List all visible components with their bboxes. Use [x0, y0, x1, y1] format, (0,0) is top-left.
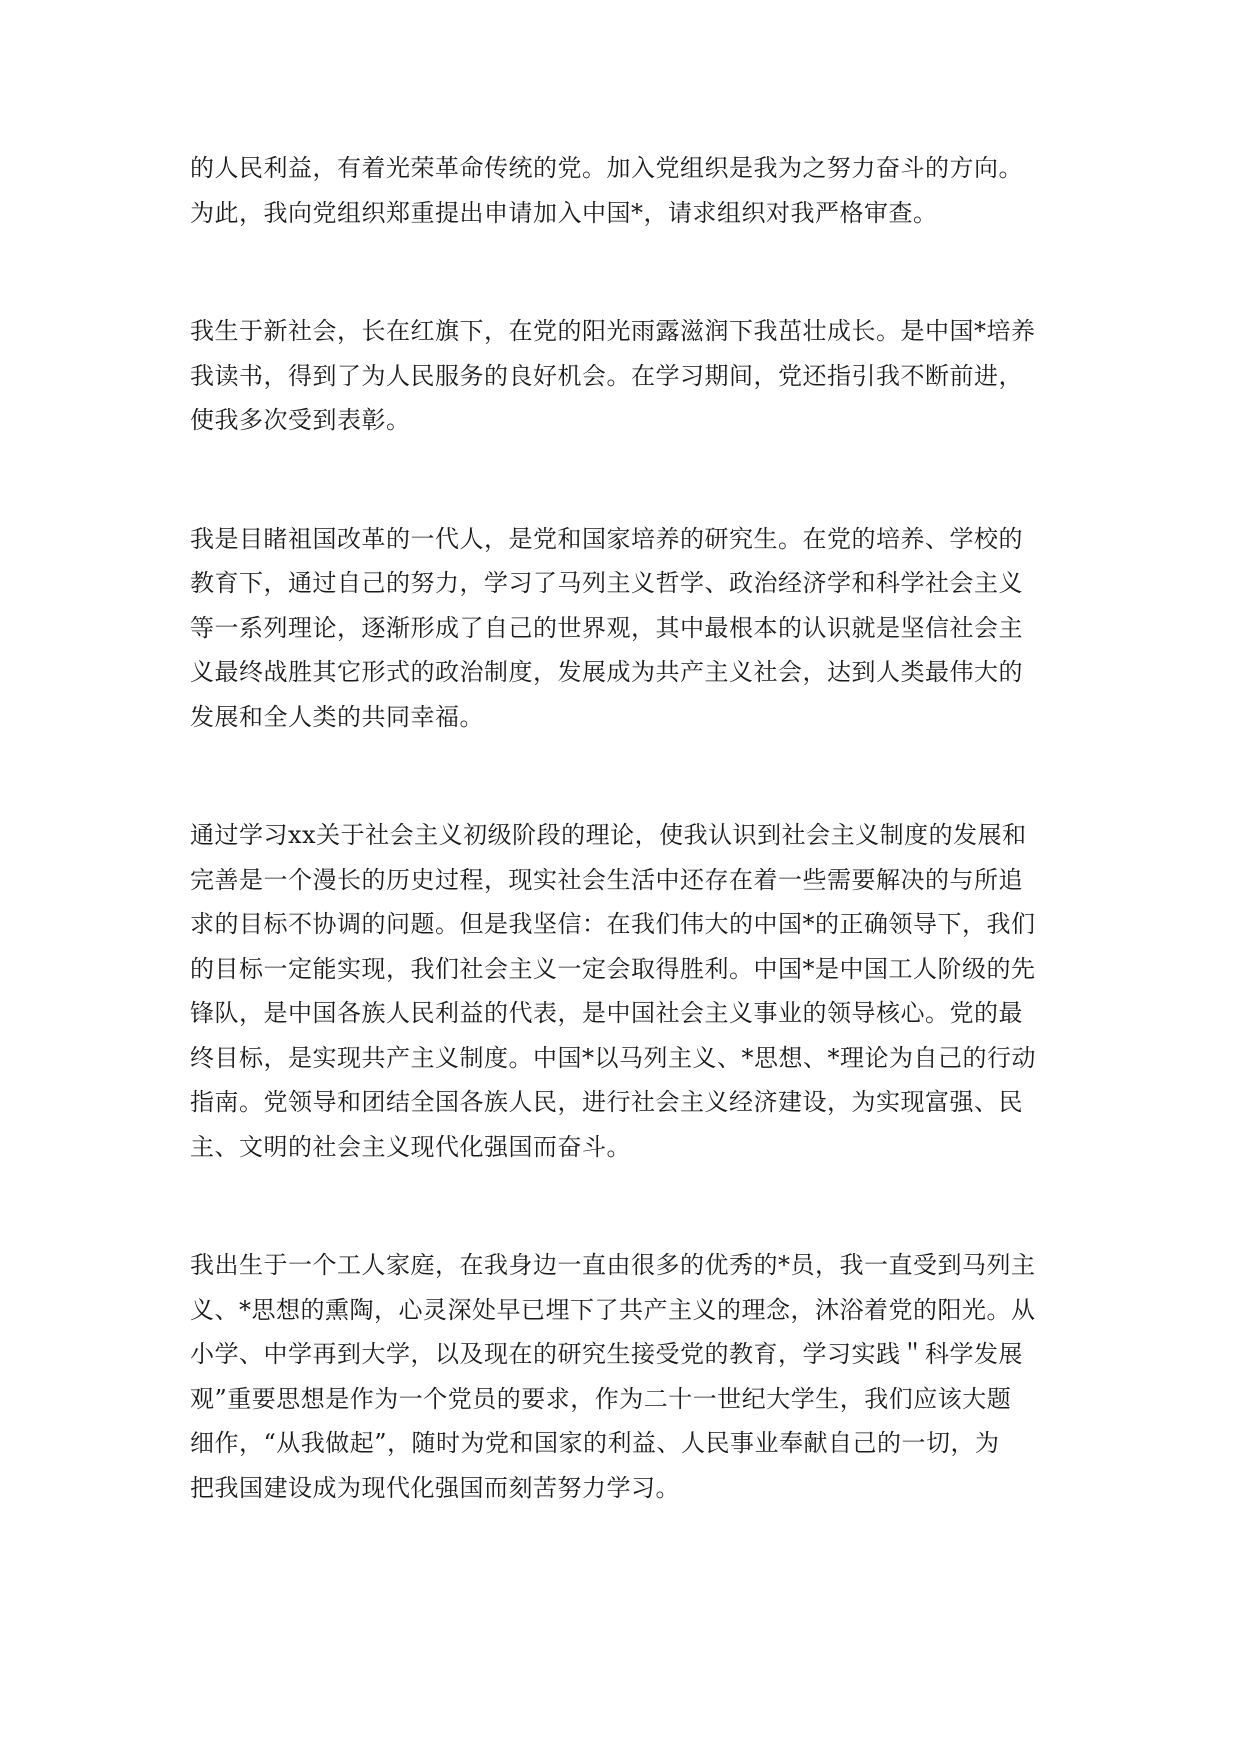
paragraph-5: [190, 1243, 1050, 1510]
document-body: [190, 146, 1050, 1584]
text-line: 为此，我向党组织郑重提出申请加入中国*，请求组织对我严格审查。: [190, 198, 938, 227]
text-line: 把我国建设成为现代化强国而刻苦努力学习。: [190, 1473, 680, 1502]
text-line: 教育下，通过自己的努力，学习了马列主义哲学、政治经济学和科学社会主义: [190, 569, 1023, 597]
text-line: 细作，“从我做起”，随时为党和国家的利益、人民事业奉献自己的一切，为: [190, 1429, 1000, 1457]
text-line: 锋队，是中国各族人民利益的代表，是中国社会主义事业的领导核心。党的最: [190, 999, 1023, 1027]
text-line: 我读书，得到了为人民服务的良好机会。在学习期间，党还指引我不断前进，: [190, 361, 1023, 390]
text-line: 义、*思想的熏陶，心灵深处早已埋下了共产主义的理念，沐浴着党的阳光。从: [190, 1295, 1036, 1324]
text-line: 终目标，是实现共产主义制度。中国*以马列主义、*思想、*理论为自己的行动: [190, 1043, 1036, 1072]
paragraph-1: [190, 146, 1050, 235]
text-line: 指南。党领导和团结全国各族人民，进行社会主义经济建设，为实现富强、民: [190, 1088, 1023, 1116]
text-line: 等一系列理论，逐渐形成了自己的世界观，其中最根本的认识就是坚信社会主: [190, 613, 1023, 642]
paragraph-4: [190, 813, 1050, 1169]
text-line: 求的目标不协调的问题。但是我坚信：在我们伟大的中国*的正确领导下，我们: [190, 910, 1036, 938]
text-line: 小学、中学再到大学，以及现在的研究生接受党的教育，学习实践＂科学发展: [190, 1340, 1023, 1368]
text-line: 的目标一定能实现，我们社会主义一定会取得胜利。中国*是中国工人阶级的先: [190, 954, 1036, 983]
text-line: 主、文明的社会主义现代化强国而奋斗。: [190, 1132, 631, 1161]
text-line: 我生于新社会，长在红旗下，在党的阳光雨露滋润下我茁壮成长。是中国*培养: [190, 317, 1036, 345]
text-line: 观”重要思想是作为一个党员的要求，作为二十一世纪大学生，我们应该大题: [190, 1384, 1012, 1413]
text-line: 我出生于一个工人家庭，在我身边一直由很多的优秀的*员，我一直受到马列主: [190, 1251, 1036, 1279]
text-line: 完善是一个漫长的历史过程，现实社会生活中还存在着一些需要解决的与所追: [190, 865, 1023, 894]
text-line: 使我多次受到表彰。: [190, 406, 411, 434]
paragraph-3: [190, 517, 1050, 740]
text-line: 我是目睹祖国改革的一代人，是党和国家培养的研究生。在党的培养、学校的: [190, 524, 1023, 553]
text-line: 义最终战胜其它形式的政治制度，发展成为共产主义社会，达到人类最伟大的: [190, 658, 1023, 686]
text-line: 发展和全人类的共同幸福。: [190, 702, 484, 731]
text-line: 通过学习xx关于社会主义初级阶段的理论，使我认识到社会主义制度的发展和: [190, 821, 1027, 849]
paragraph-2: [190, 309, 1050, 443]
text-line: 的人民利益，有着光荣革命传统的党。加入党组织是我为之努力奋斗的方向。: [190, 154, 1023, 182]
